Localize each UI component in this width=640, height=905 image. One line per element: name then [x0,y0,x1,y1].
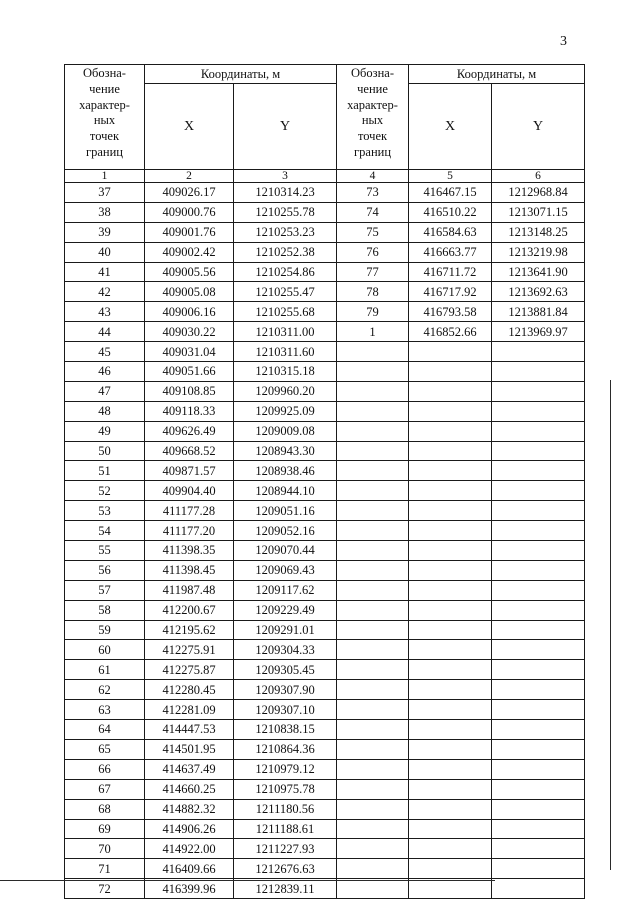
x-coordinate-cell: 412280.45 [145,680,234,700]
y-coordinate-cell: 1210311.60 [234,342,337,362]
point-number-cell: 74 [337,202,409,222]
column-index: 1 [65,170,145,183]
point-number-cell: 43 [65,302,145,322]
table-row [65,700,585,720]
x-coordinate-cell: 412281.09 [145,700,234,720]
x-coordinate-cell: 414922.00 [145,839,234,859]
table-row [65,401,585,421]
x-coordinate-cell: 416717.92 [409,282,492,302]
column-index: 5 [409,170,492,183]
x-coordinate-cell [409,441,492,461]
table-row [65,600,585,620]
y-coordinate-cell: 1212676.63 [234,859,337,879]
y-coordinate-cell: 1210255.68 [234,302,337,322]
y-coordinate-cell: 1209307.10 [234,700,337,720]
point-number-cell: 64 [65,720,145,740]
y-coordinate-cell: 1210864.36 [234,739,337,759]
point-number-cell [337,819,409,839]
table-row [65,322,585,342]
x-coordinate-cell: 409871.57 [145,461,234,481]
point-number-cell: 1 [337,322,409,342]
point-number-cell [337,560,409,580]
point-number-cell: 56 [65,560,145,580]
point-number-cell [337,481,409,501]
x-coordinate-cell: 416793.58 [409,302,492,322]
point-number-cell: 70 [65,839,145,859]
x-coordinate-cell [409,879,492,899]
x-coordinate-cell [409,421,492,441]
point-number-cell [337,779,409,799]
x-coordinate-cell: 409005.08 [145,282,234,302]
y-coordinate-cell: 1213641.90 [492,262,585,282]
point-number-cell [337,401,409,421]
x-coordinate-cell [409,481,492,501]
column-index: 6 [492,170,585,183]
table-row [65,879,585,899]
x-coordinate-cell [409,461,492,481]
table-row [65,461,585,481]
table-row [65,481,585,501]
x-coordinate-cell: 409001.76 [145,222,234,242]
scan-edge-line [610,380,611,870]
y-coordinate-cell: 1209229.49 [234,600,337,620]
y-coordinate-cell [492,560,585,580]
table-body [65,183,585,899]
y-coordinate-cell: 1210314.23 [234,183,337,203]
coordinates-table [64,64,585,899]
table-row [65,501,585,521]
point-number-cell [337,879,409,899]
x-coordinate-cell: 409031.04 [145,342,234,362]
x-coordinate-cell [409,680,492,700]
x-coordinate-cell: 409030.22 [145,322,234,342]
y-coordinate-cell: 1209960.20 [234,381,337,401]
x-coordinate-cell: 416467.15 [409,183,492,203]
x-coordinate-cell: 414882.32 [145,799,234,819]
x-coordinate-cell: 416510.22 [409,202,492,222]
point-number-cell: 61 [65,660,145,680]
y-coordinate-cell: 1209070.44 [234,541,337,561]
column-index: 4 [337,170,409,183]
x-coordinate-cell [409,640,492,660]
x-coordinate-cell: 416584.63 [409,222,492,242]
point-number-cell [337,739,409,759]
x-coordinate-cell: 409002.42 [145,242,234,262]
point-number-cell: 38 [65,202,145,222]
y-coordinate-cell: 1210311.00 [234,322,337,342]
x-header-left: X [145,84,234,170]
x-coordinate-cell: 416852.66 [409,322,492,342]
x-coordinate-cell [409,779,492,799]
y-coordinate-cell: 1209305.45 [234,660,337,680]
y-coordinate-cell: 1211180.56 [234,799,337,819]
y-header-right: Y [492,84,585,170]
point-number-cell: 76 [337,242,409,262]
point-number-cell: 60 [65,640,145,660]
y-coordinate-cell [492,779,585,799]
table-row [65,819,585,839]
table-row [65,381,585,401]
point-number-cell: 69 [65,819,145,839]
point-number-cell [337,640,409,660]
table-row [65,859,585,879]
table-row [65,680,585,700]
point-number-cell: 39 [65,222,145,242]
x-coordinate-cell: 412200.67 [145,600,234,620]
point-number-cell [337,680,409,700]
x-coordinate-cell [409,859,492,879]
y-coordinate-cell [492,700,585,720]
y-coordinate-cell: 1209052.16 [234,521,337,541]
point-number-cell: 65 [65,739,145,759]
y-coordinate-cell: 1212968.84 [492,183,585,203]
y-coordinate-cell: 1210255.47 [234,282,337,302]
x-coordinate-cell: 414660.25 [145,779,234,799]
table-row [65,362,585,382]
x-coordinate-cell: 412195.62 [145,620,234,640]
table-row [65,640,585,660]
y-coordinate-cell: 1212839.11 [234,879,337,899]
table-row [65,521,585,541]
point-number-cell: 50 [65,441,145,461]
point-number-cell: 40 [65,242,145,262]
x-coordinate-cell [409,819,492,839]
y-coordinate-cell: 1210255.78 [234,202,337,222]
point-number-cell [337,620,409,640]
table-row [65,342,585,362]
y-coordinate-cell: 1208944.10 [234,481,337,501]
x-coordinate-cell [409,739,492,759]
x-coordinate-cell [409,700,492,720]
y-coordinate-cell [492,759,585,779]
y-coordinate-cell: 1211227.93 [234,839,337,859]
point-number-cell: 42 [65,282,145,302]
x-coordinate-cell [409,600,492,620]
point-number-cell: 46 [65,362,145,382]
point-number-cell: 77 [337,262,409,282]
point-number-cell: 59 [65,620,145,640]
y-header-left: Y [234,84,337,170]
y-coordinate-cell: 1209304.33 [234,640,337,660]
y-coordinate-cell [492,381,585,401]
point-number-cell: 75 [337,222,409,242]
table-row [65,441,585,461]
coordinates-header-right: Координаты, м [409,65,585,84]
point-number-cell [337,342,409,362]
y-coordinate-cell: 1213219.98 [492,242,585,262]
x-coordinate-cell: 409118.33 [145,401,234,421]
table-row [65,302,585,322]
point-number-cell: 52 [65,481,145,501]
y-coordinate-cell [492,879,585,899]
table-row [65,779,585,799]
y-coordinate-cell [492,481,585,501]
y-coordinate-cell: 1211188.61 [234,819,337,839]
point-number-cell: 57 [65,580,145,600]
y-coordinate-cell [492,521,585,541]
table-row [65,202,585,222]
y-coordinate-cell [492,600,585,620]
x-coordinate-cell: 409005.56 [145,262,234,282]
point-number-cell [337,580,409,600]
y-coordinate-cell: 1209307.90 [234,680,337,700]
y-coordinate-cell: 1208938.46 [234,461,337,481]
x-header-right: X [409,84,492,170]
table-row [65,839,585,859]
y-coordinate-cell: 1208943.30 [234,441,337,461]
point-number-cell: 78 [337,282,409,302]
y-coordinate-cell [492,342,585,362]
x-coordinate-cell: 416663.77 [409,242,492,262]
column-index: 3 [234,170,337,183]
y-coordinate-cell: 1209009.08 [234,421,337,441]
y-coordinate-cell: 1209925.09 [234,401,337,421]
footer-line [0,880,495,881]
y-coordinate-cell [492,680,585,700]
point-number-cell [337,600,409,620]
y-coordinate-cell [492,799,585,819]
y-coordinate-cell [492,819,585,839]
designation-header-left: Обозна- чение характер- ных точек границ [65,65,145,170]
table-row [65,720,585,740]
table-row [65,580,585,600]
point-number-cell: 45 [65,342,145,362]
table-row [65,262,585,282]
x-coordinate-cell: 414501.95 [145,739,234,759]
y-coordinate-cell: 1213148.25 [492,222,585,242]
point-number-cell: 62 [65,680,145,700]
table-row [65,799,585,819]
y-coordinate-cell [492,421,585,441]
point-number-cell [337,521,409,541]
y-coordinate-cell: 1209117.62 [234,580,337,600]
point-number-cell [337,362,409,382]
x-coordinate-cell [409,401,492,421]
x-coordinate-cell [409,799,492,819]
y-coordinate-cell [492,620,585,640]
y-coordinate-cell: 1209069.43 [234,560,337,580]
x-coordinate-cell [409,362,492,382]
y-coordinate-cell [492,640,585,660]
point-number-cell [337,859,409,879]
point-number-cell: 48 [65,401,145,421]
x-coordinate-cell: 409051.66 [145,362,234,382]
table-row [65,620,585,640]
point-number-cell: 79 [337,302,409,322]
point-number-cell: 63 [65,700,145,720]
point-number-cell [337,720,409,740]
x-coordinate-cell [409,342,492,362]
x-coordinate-cell [409,759,492,779]
point-number-cell: 73 [337,183,409,203]
y-coordinate-cell [492,580,585,600]
point-number-cell: 37 [65,183,145,203]
y-coordinate-cell [492,839,585,859]
point-number-cell: 71 [65,859,145,879]
x-coordinate-cell [409,839,492,859]
y-coordinate-cell [492,739,585,759]
y-coordinate-cell [492,660,585,680]
point-number-cell [337,441,409,461]
x-coordinate-cell [409,580,492,600]
y-coordinate-cell: 1210979.12 [234,759,337,779]
x-coordinate-cell [409,521,492,541]
point-number-cell: 53 [65,501,145,521]
y-coordinate-cell [492,441,585,461]
x-coordinate-cell: 414447.53 [145,720,234,740]
table-row [65,739,585,759]
point-number-cell [337,660,409,680]
y-coordinate-cell [492,401,585,421]
x-coordinate-cell: 409108.85 [145,381,234,401]
point-number-cell [337,759,409,779]
point-number-cell [337,501,409,521]
x-coordinate-cell: 409000.76 [145,202,234,222]
y-coordinate-cell [492,362,585,382]
y-coordinate-cell: 1213692.63 [492,282,585,302]
x-coordinate-cell: 414906.26 [145,819,234,839]
point-number-cell: 41 [65,262,145,282]
x-coordinate-cell: 416711.72 [409,262,492,282]
point-number-cell [337,461,409,481]
y-coordinate-cell: 1210252.38 [234,242,337,262]
x-coordinate-cell: 411398.45 [145,560,234,580]
table-row [65,183,585,203]
point-number-cell: 72 [65,879,145,899]
y-coordinate-cell: 1210838.15 [234,720,337,740]
table-row [65,242,585,262]
x-coordinate-cell: 412275.91 [145,640,234,660]
x-coordinate-cell [409,381,492,401]
y-coordinate-cell: 1209291.01 [234,620,337,640]
designation-header-right: Обозна- чение характер- ных точек границ [337,65,409,170]
table-row [65,541,585,561]
y-coordinate-cell: 1210315.18 [234,362,337,382]
x-coordinate-cell [409,501,492,521]
table-row [65,759,585,779]
point-number-cell [337,799,409,819]
x-coordinate-cell: 411177.28 [145,501,234,521]
point-number-cell: 66 [65,759,145,779]
point-number-cell: 68 [65,799,145,819]
point-number-cell: 49 [65,421,145,441]
y-coordinate-cell: 1210253.23 [234,222,337,242]
x-coordinate-cell: 416399.96 [145,879,234,899]
column-index: 2 [145,170,234,183]
x-coordinate-cell: 416409.66 [145,859,234,879]
point-number-cell: 58 [65,600,145,620]
y-coordinate-cell: 1210254.86 [234,262,337,282]
table-row [65,560,585,580]
table-row [65,222,585,242]
x-coordinate-cell [409,620,492,640]
y-coordinate-cell: 1209051.16 [234,501,337,521]
point-number-cell: 51 [65,461,145,481]
point-number-cell [337,541,409,561]
y-coordinate-cell: 1213969.97 [492,322,585,342]
x-coordinate-cell: 411177.20 [145,521,234,541]
table-row [65,421,585,441]
x-coordinate-cell: 409904.40 [145,481,234,501]
x-coordinate-cell: 414637.49 [145,759,234,779]
x-coordinate-cell: 412275.87 [145,660,234,680]
point-number-cell: 47 [65,381,145,401]
y-coordinate-cell: 1213071.15 [492,202,585,222]
point-number-cell [337,700,409,720]
y-coordinate-cell: 1210975.78 [234,779,337,799]
table-row [65,660,585,680]
coordinates-header-left: Координаты, м [145,65,337,84]
x-coordinate-cell: 411987.48 [145,580,234,600]
point-number-cell: 54 [65,521,145,541]
y-coordinate-cell [492,461,585,481]
x-coordinate-cell [409,560,492,580]
y-coordinate-cell [492,720,585,740]
x-coordinate-cell: 409006.16 [145,302,234,322]
table-row [65,282,585,302]
point-number-cell [337,421,409,441]
y-coordinate-cell [492,541,585,561]
page-number: 3 [560,34,567,49]
x-coordinate-cell: 409626.49 [145,421,234,441]
x-coordinate-cell: 411398.35 [145,541,234,561]
y-coordinate-cell: 1213881.84 [492,302,585,322]
point-number-cell: 44 [65,322,145,342]
point-number-cell [337,381,409,401]
x-coordinate-cell: 409668.52 [145,441,234,461]
point-number-cell: 55 [65,541,145,561]
x-coordinate-cell [409,541,492,561]
x-coordinate-cell: 409026.17 [145,183,234,203]
point-number-cell [337,839,409,859]
y-coordinate-cell [492,501,585,521]
point-number-cell: 67 [65,779,145,799]
y-coordinate-cell [492,859,585,879]
x-coordinate-cell [409,660,492,680]
x-coordinate-cell [409,720,492,740]
